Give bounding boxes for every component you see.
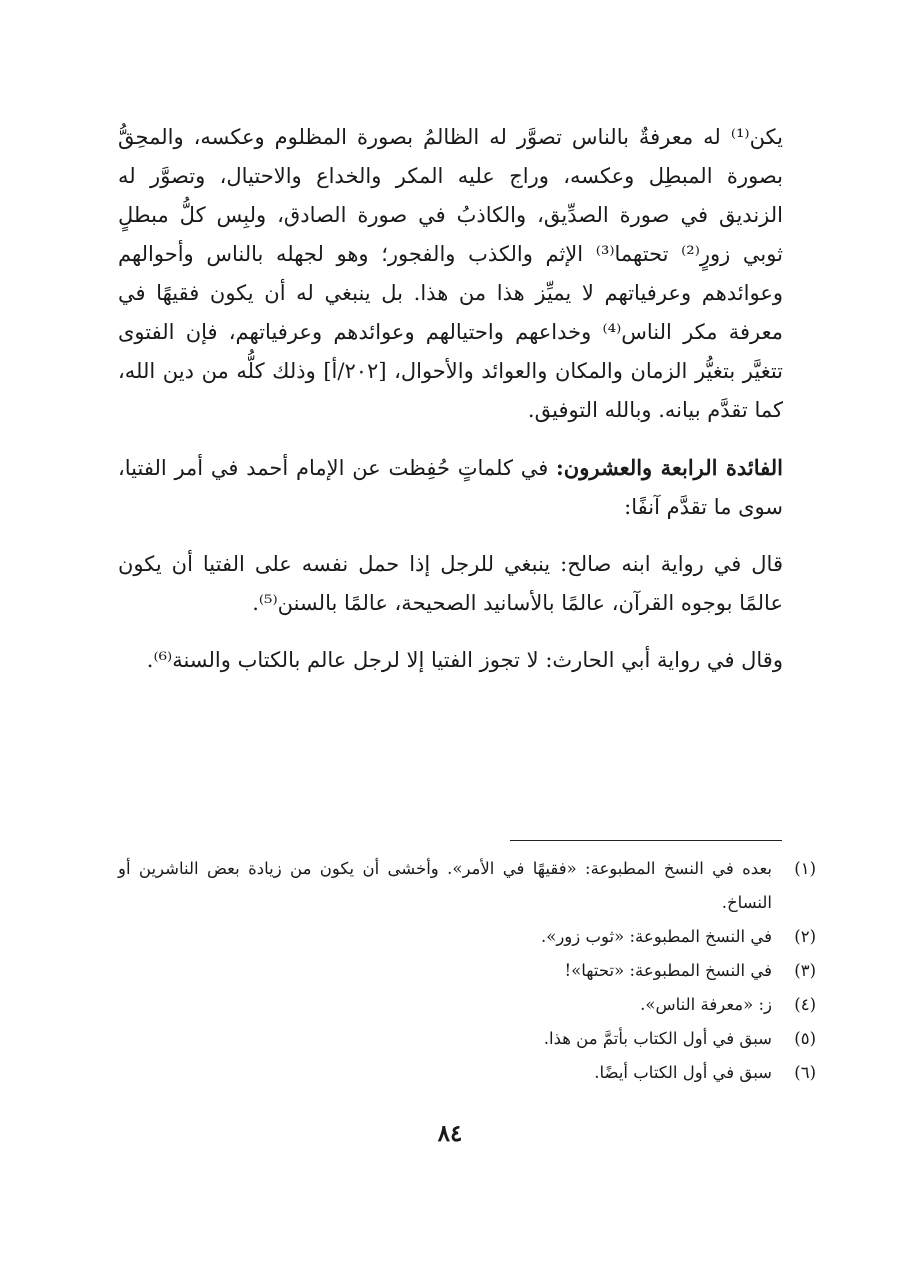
footnote-4	[118, 988, 816, 1022]
footnote-text: بعده في النسخ المطبوعة: «فقيهًا في الأمر». وأخشى أن يكون من زيادة بعض الناشرين أو النساخ.	[118, 859, 772, 912]
footnote-5	[118, 1022, 816, 1056]
footnote-text: في النسخ المطبوعة: «تحتها»!	[564, 961, 772, 980]
footnote-number: (٢)	[794, 927, 816, 946]
footnote-number: (٥)	[794, 1029, 816, 1048]
paragraph-1: يكن⁽¹⁾ له معرفةٌ بالناس تصوَّر له الظالمُ بصورة المظلوم وعكسه، والمحِقُّ بصورة المبطِل وعكسه، وراج عليه المكر والخداع والاحتيال، وتصوَّر له الزنديق في صورة الصدِّيق، والكاذبُ في صورة الصادق، ولبِس كلُّ مبطلٍ ثوبي زورٍ⁽²⁾ تحتهما⁽³⁾ الإثم والكذب والفجور؛ وهو لجهله بالناس وأحوالهم وعوائدهم وعرفياتهم لا يميِّز هذا من هذا. بل ينبغي له أن يكون فقيهًا في معرفة مكر الناس⁽⁴⁾ وخداعهم واحتيالهم وعوائدهم وعرفياتهم، فإن الفتوى تتغيَّر بتغيُّر الزمان والمكان والعوائد والأحوال، [٢٠٢/أ] وذلك كلُّه من دين الله، كما تقدَّم بيانه. وبالله التوفيق.	[118, 125, 784, 422]
footnote-text: سبق في أول الكتاب بأتمَّ من هذا.	[543, 1029, 772, 1048]
footnotes	[118, 852, 816, 1090]
footnote-number: (٣)	[794, 961, 816, 980]
section-heading-text: في كلماتٍ حُفِظت عن الإمام أحمد في أمر الفتيا، سوى ما تقدَّم آنفًا:	[118, 456, 783, 519]
footnote-separator	[510, 840, 782, 841]
footnote-1	[118, 852, 816, 920]
section-heading-label: الفائدة الرابعة والعشرون:	[556, 455, 784, 480]
page-number: ٨٤	[437, 1120, 463, 1147]
footnote-number: (٤)	[794, 995, 816, 1014]
footnote-text: في النسخ المطبوعة: «ثوب زور».	[540, 927, 772, 946]
paragraph-abi-alharith: وقال في رواية أبي الحارث: لا تجوز الفتيا إلا لرجل عالم بالكتاب والسنة⁽⁶⁾.	[146, 648, 783, 672]
footnote-text: سبق في أول الكتاب أيضًا.	[594, 1063, 772, 1082]
footnote-6	[118, 1056, 816, 1090]
paragraph-saleh: قال في رواية ابنه صالح: ينبغي للرجل إذا حمل نفسه على الفتيا أن يكون عالمًا بوجوه القرآن، عالمًا بالأسانيد الصحيحة، عالمًا بالسنن⁽⁵⁾.	[118, 552, 783, 615]
footnote-number: (٦)	[794, 1063, 816, 1082]
footnote-text: ز: «معرفة الناس».	[640, 995, 772, 1014]
section-heading-paragraph	[118, 448, 783, 527]
footnote-number: (١)	[794, 859, 816, 878]
main-text	[118, 118, 783, 680]
footnote-3	[118, 954, 816, 988]
footnote-2	[118, 920, 816, 954]
